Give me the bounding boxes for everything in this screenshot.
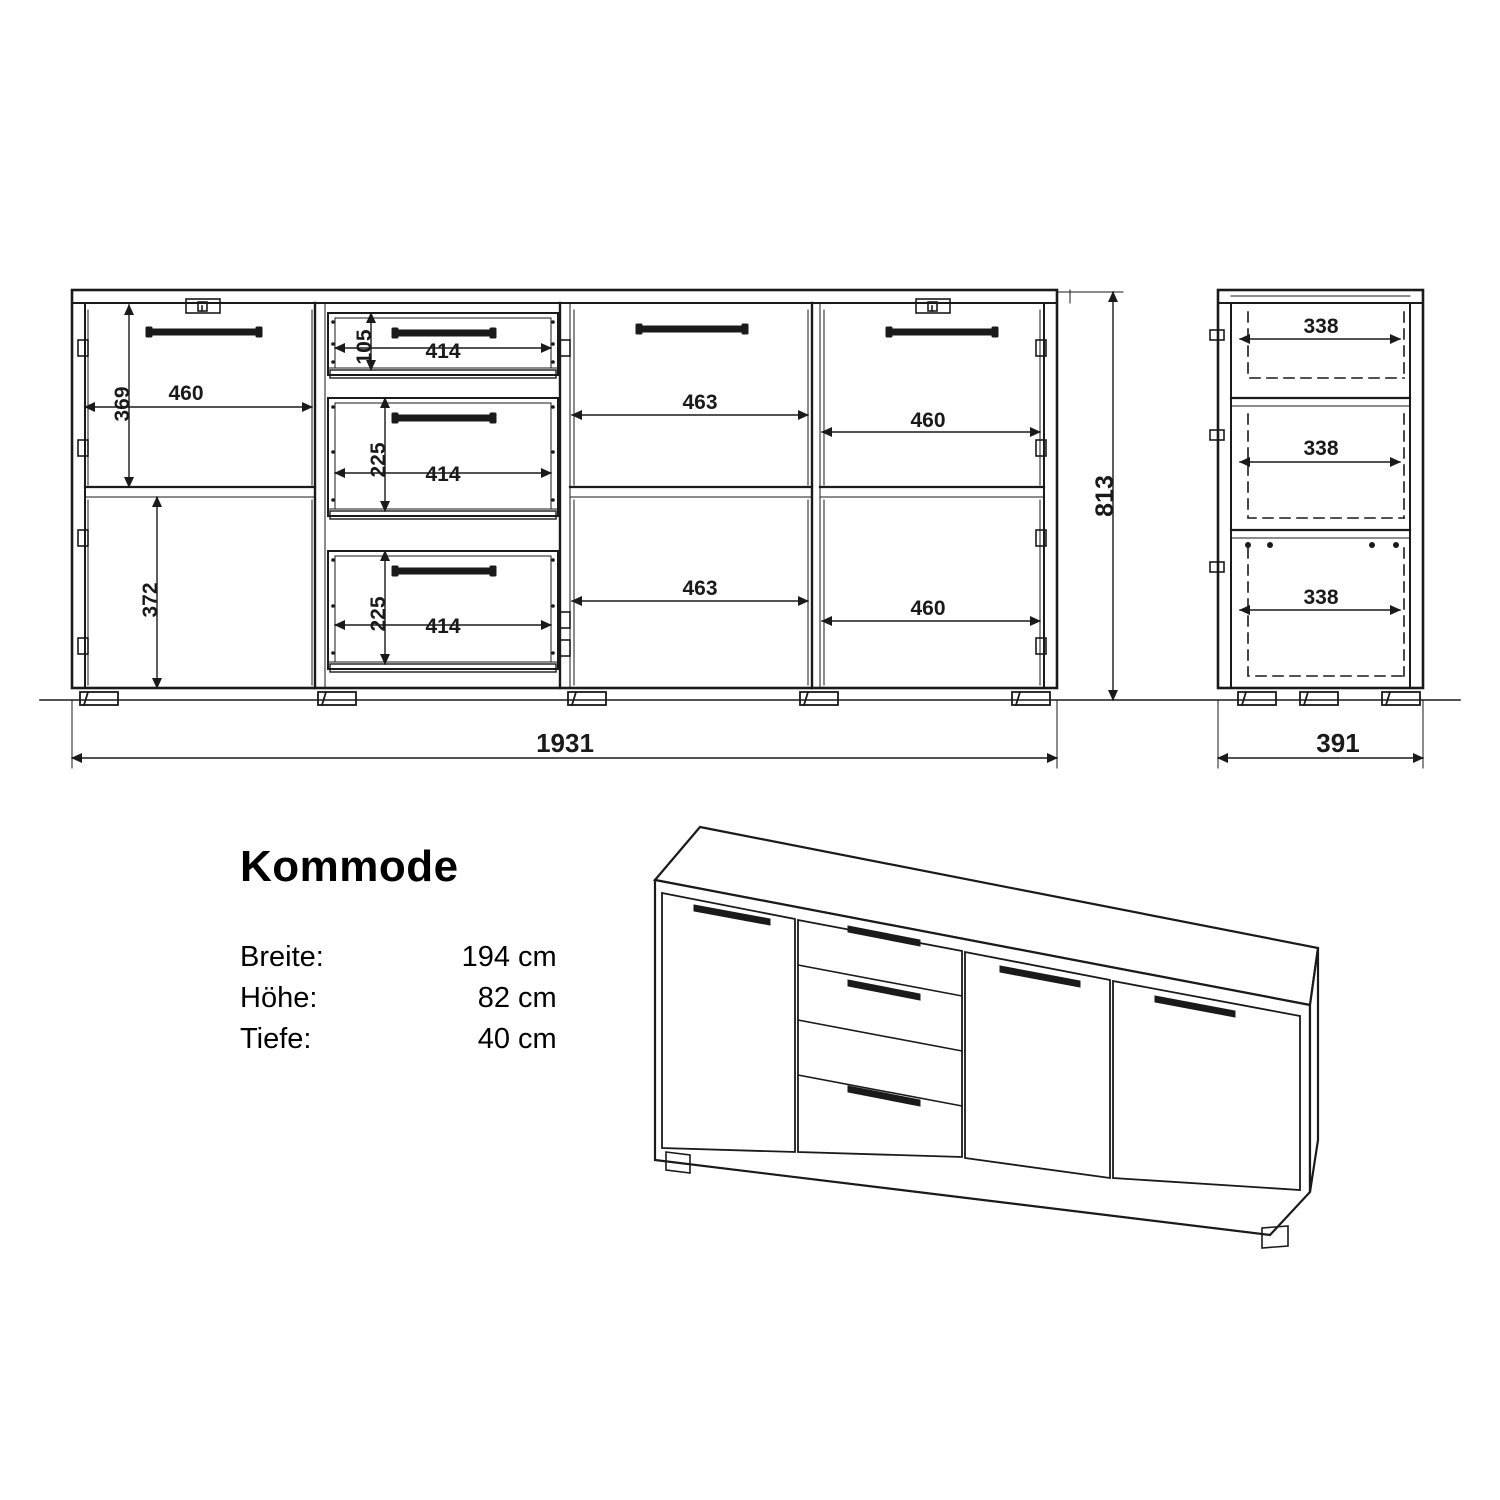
dim-overall-depth: 391 (1316, 728, 1360, 758)
dim-drawer-mid-height: 225 (367, 442, 390, 478)
spec-label-depth: Tiefe: (240, 1023, 312, 1056)
dim-drawer-width-top: 414 (425, 340, 461, 363)
spec-label-height: Höhe: (240, 982, 318, 1015)
dim-middle-door-width-lower: 463 (682, 577, 718, 600)
dim-middle-door-width-upper: 463 (682, 391, 718, 414)
dim-shelf-depth-1: 338 (1303, 315, 1339, 338)
front-view-group (40, 290, 1460, 705)
dim-left-upper-height: 369 (111, 386, 134, 422)
spec-row-width (240, 937, 670, 978)
dim-right-door-width-lower: 460 (910, 597, 946, 620)
dim-drawer-top-height: 105 (353, 329, 376, 365)
dim-drawer-bottom-height: 225 (367, 596, 390, 632)
side-view-group (1210, 290, 1423, 768)
specification-block (240, 842, 670, 1061)
spec-row-height (240, 978, 670, 1019)
front-view-dimensions (72, 290, 1123, 768)
dim-left-door-width: 460 (168, 382, 204, 405)
dim-overall-height: 813 (1091, 475, 1119, 517)
dim-right-door-width-upper: 460 (910, 409, 946, 432)
spec-row-depth (240, 1019, 670, 1060)
dim-drawer-width-mid: 414 (425, 463, 461, 486)
spec-unit-width: cm (518, 941, 557, 973)
dim-shelf-depth-3: 338 (1303, 586, 1339, 609)
spec-value-width: 194 (461, 941, 510, 973)
dim-left-lower-height: 372 (139, 582, 162, 618)
dim-overall-width: 1931 (536, 728, 594, 758)
dim-shelf-depth-2: 338 (1303, 437, 1339, 460)
spec-label-width: Breite: (240, 941, 324, 973)
dim-drawer-width-bottom: 414 (425, 615, 461, 638)
spec-unit-height: cm (518, 982, 557, 1015)
spec-value-height: 82 (477, 982, 510, 1015)
spec-value-depth: 40 (477, 1023, 510, 1056)
perspective-view-group (655, 827, 1318, 1248)
product-title: Kommode (240, 842, 459, 891)
spec-unit-depth: cm (518, 1023, 557, 1056)
